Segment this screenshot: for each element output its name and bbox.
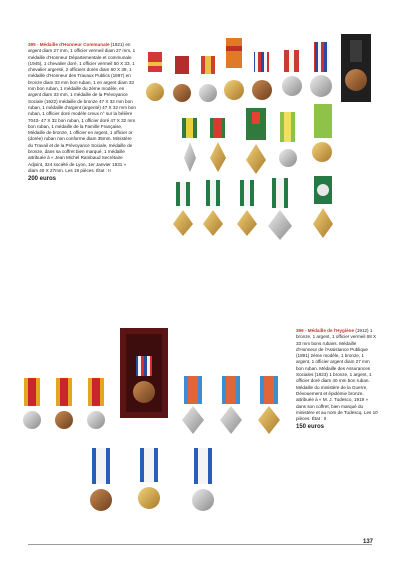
medal	[182, 118, 197, 172]
medal	[173, 56, 191, 102]
medal	[199, 56, 217, 102]
medal	[173, 182, 193, 236]
lot-body: (1921) en argent diam 27 mm, 1 officier vermeil diam 27 mm, 1 médaille d'Honneur Départementale et communale (1945), 1 chevalier doré, 1 officier vermeil 50 X 33, 1 chevalier argenté, 2 officiers dorés diam 60 X 39, 1 médaille d'Honneur des Travaux Publics (1897) en bronze diam 33 mm bon ruban, 1 en argent diam 33 mm bon ruban, 1 médaille du 2ème modèle, en argent diam 33 mm, 1 médaille de la Prévoyance Sociale (1922) médaille de bronze 47 X 32 mm bon ruban, 1 médaille d'argent (argenté) 47 X 32 mm bon ruban, 1 officier doré modèle creux n° sur la bélière 7043- 47 X 32 bon ruban, 1 officier doré 47 X 32 mm bon ruban, 1 médaille de la Famille Française, Médaille de bronze, 1 officier en argent, 1 officier or (dorée) ruban non conforme diam 35mm. Ministère du Travail et de la Prévoyance Sociale, médaille de bronze, dans sa coffret bien marqué, 1 médaille attribuée à « Jean Michel Rambaud Secrétaire Adjoint, 324 société de Lyon, 1er Janvier 1931 » diam 40 X 27mm. Les 19 pièces. État : II	[28, 42, 136, 173]
medal-case	[341, 34, 371, 102]
medal	[268, 178, 292, 240]
footer-rule	[28, 544, 372, 545]
lot-title: 396 - Médaille de l'Hygiène	[296, 328, 355, 333]
medal	[237, 180, 257, 236]
medal	[146, 52, 164, 101]
medal	[90, 448, 112, 511]
medal	[313, 176, 333, 238]
medal	[210, 118, 226, 172]
lot-395-description	[28, 42, 136, 183]
medal	[182, 376, 204, 434]
medal	[252, 52, 272, 100]
medal	[224, 38, 244, 100]
medal	[282, 50, 302, 96]
lot-396-description	[296, 328, 378, 431]
medal	[23, 378, 41, 429]
medal-case	[120, 328, 168, 418]
medal	[312, 104, 332, 162]
medal	[279, 112, 297, 167]
medal	[220, 376, 242, 434]
lot-395-medals	[146, 34, 371, 240]
medal	[87, 378, 105, 429]
lot-body: (1912) 1 bronze, 1 argent, 1 officier vermeil 68 X 33 mm bons rubans. Médaille d'Honneur de l'Assistance Publique (1891) 2ème modèle, 1 bronze, 1 argent, 1 officier argent diam 27 mm bon ruban. Médaille des Assurances Sociales (1923) 1 bronze, 1 argent, 1 officier doré diam 40 mm bon ruban. Médaille du ministère de la Guerre, Dévouement et épidémie bronze, attribuée à « M. J. Tudesco, 1919 » dans son coffret, bien marqué du ministère et au nom de Tudescq. Les 10 pièces. État : II	[296, 328, 378, 422]
medal	[310, 42, 332, 97]
medal	[203, 180, 223, 236]
lot-price: 150 euros	[296, 424, 325, 431]
lot-396-medals	[23, 328, 280, 511]
medal	[246, 108, 266, 174]
lot-price: 200 euros	[28, 176, 57, 183]
page-number: 137	[363, 539, 374, 545]
medal	[55, 378, 73, 429]
medal	[138, 448, 160, 509]
medal	[258, 376, 280, 434]
lot-title: 395 - Médaille d'Honneur Communale	[28, 42, 110, 47]
medal	[192, 448, 214, 511]
